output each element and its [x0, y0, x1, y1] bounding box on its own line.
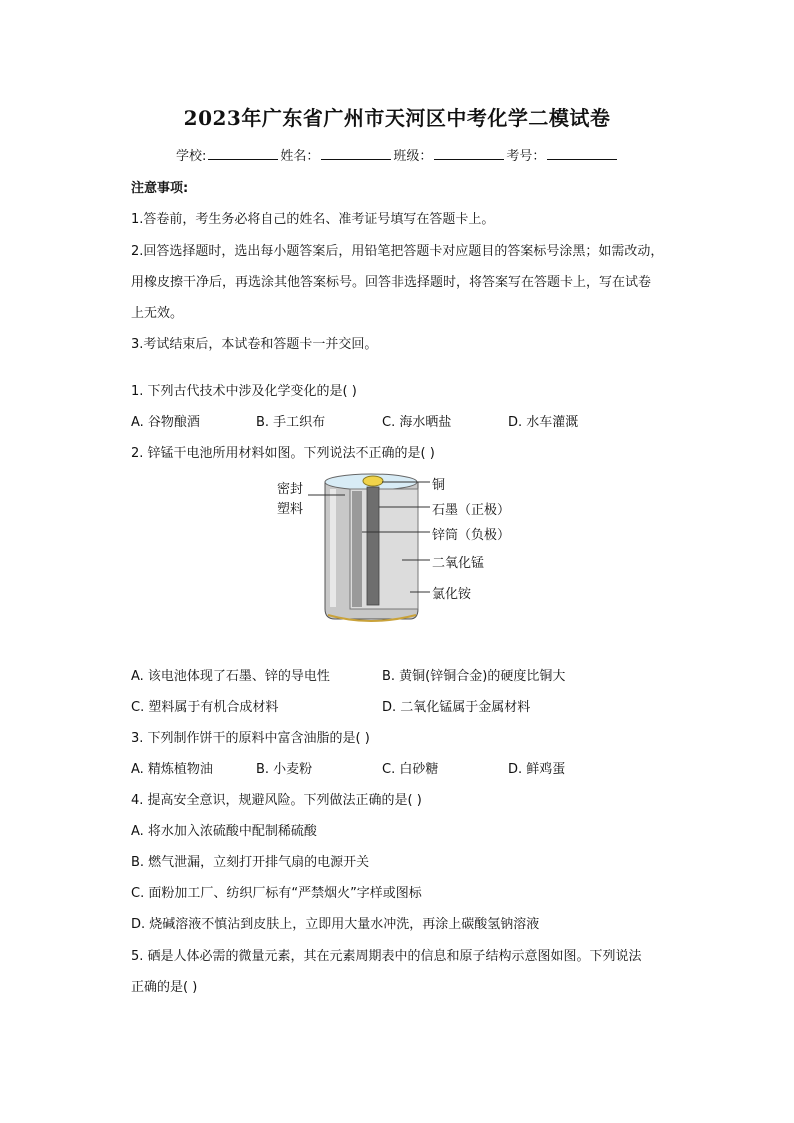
label-mno2: 二氧化锰: [432, 556, 485, 571]
notice-item: 2.回答选择题时，选出每小题答案后，用铅笔把答题卡对应题目的答案标号涂黑；如需改动，: [131, 244, 664, 259]
label-nh4cl: 氯化铵: [432, 587, 472, 602]
battery-diagram: [270, 467, 530, 627]
q2-option-a[interactable]: A. 该电池体现了石墨、锌的导电性: [131, 669, 330, 684]
q1-option-a[interactable]: A. 谷物酿酒: [131, 415, 200, 430]
notice-heading: 注意事项:: [131, 181, 189, 196]
question-1-stem: 1. 下列古代技术中涉及化学变化的是( ): [131, 384, 357, 399]
notice-item: 上无效。: [131, 306, 184, 321]
exam-no-label: 考号：: [506, 149, 546, 164]
q1-option-d[interactable]: D. 水车灌溉: [508, 415, 579, 430]
name-label: 姓名：: [280, 149, 320, 164]
label-sealed-plastic-2: 塑料: [277, 502, 304, 517]
q4-option-a[interactable]: A. 将水加入浓硫酸中配制稀硫酸: [131, 824, 317, 839]
question-5-stem: 5. 硒是人体必需的微量元素，其在元素周期表中的信息和原子结构示意图如图。下列说法: [131, 949, 642, 964]
question-3-stem: 3. 下列制作饼干的原料中富含油脂的是( ): [131, 731, 370, 746]
notice-item: 3.考试结束后，本试卷和答题卡一并交回。: [131, 337, 378, 352]
q3-option-d[interactable]: D. 鲜鸡蛋: [508, 762, 566, 777]
q3-option-a[interactable]: A. 精炼植物油: [131, 762, 213, 777]
can-highlight: [330, 489, 336, 607]
battery-illustration: [270, 467, 530, 627]
question-4-stem: 4. 提高安全意识，规避风险。下列做法正确的是( ): [131, 793, 422, 808]
name-blank[interactable]: [321, 147, 391, 160]
q2-option-d[interactable]: D. 二氧化锰属于金属材料: [382, 700, 531, 715]
label-sealed-plastic-1: 密封: [277, 482, 304, 497]
q4-option-c[interactable]: C. 面粉加工厂、纺织厂标有“严禁烟火”字样或图标: [131, 886, 422, 901]
page-title: 2023年广东省广州市天河区中考化学二模试卷: [183, 106, 611, 130]
q3-option-c[interactable]: C. 白砂糖: [382, 762, 439, 777]
notice-item: 用橡皮擦干净后，再选涂其他答案标号。回答非选择题时，将答案写在答题卡上，写在试卷: [131, 275, 652, 290]
inner-wall: [352, 491, 362, 607]
q1-option-c[interactable]: C. 海水晒盐: [382, 415, 452, 430]
exam-no-blank[interactable]: [547, 147, 617, 160]
student-info-line: [176, 145, 619, 164]
label-graphite: 石墨（正极）: [432, 503, 511, 518]
question-5-stem-cont: 正确的是( ): [131, 980, 198, 995]
class-label: 班级：: [393, 149, 433, 164]
label-zinc-can: 锌筒（负极）: [432, 528, 511, 543]
class-blank[interactable]: [434, 147, 504, 160]
q3-option-b[interactable]: B. 小麦粉: [256, 762, 313, 777]
school-blank[interactable]: [208, 147, 278, 160]
q4-option-b[interactable]: B. 燃气泄漏，立刻打开排气扇的电源开关: [131, 855, 370, 870]
school-label: 学校:: [176, 149, 207, 164]
question-2-stem: 2. 锌锰干电池所用材料如图。下列说法不正确的是( ): [131, 446, 435, 461]
q1-option-b[interactable]: B. 手工织布: [256, 415, 326, 430]
q4-option-d[interactable]: D. 烧碱溶液不慎沾到皮肤上，立即用大量水冲洗，再涂上碳酸氢钠溶液: [131, 917, 540, 932]
notice-item: 1.答卷前，考生务必将自己的姓名、准考证号填写在答题卡上。: [131, 212, 495, 227]
copper-cap: [363, 476, 383, 486]
q2-option-c[interactable]: C. 塑料属于有机合成材料: [131, 700, 279, 715]
graphite-rod: [367, 487, 379, 605]
q2-option-b[interactable]: B. 黄铜(锌铜合金)的硬度比铜大: [382, 669, 566, 684]
label-copper: 铜: [432, 478, 446, 493]
